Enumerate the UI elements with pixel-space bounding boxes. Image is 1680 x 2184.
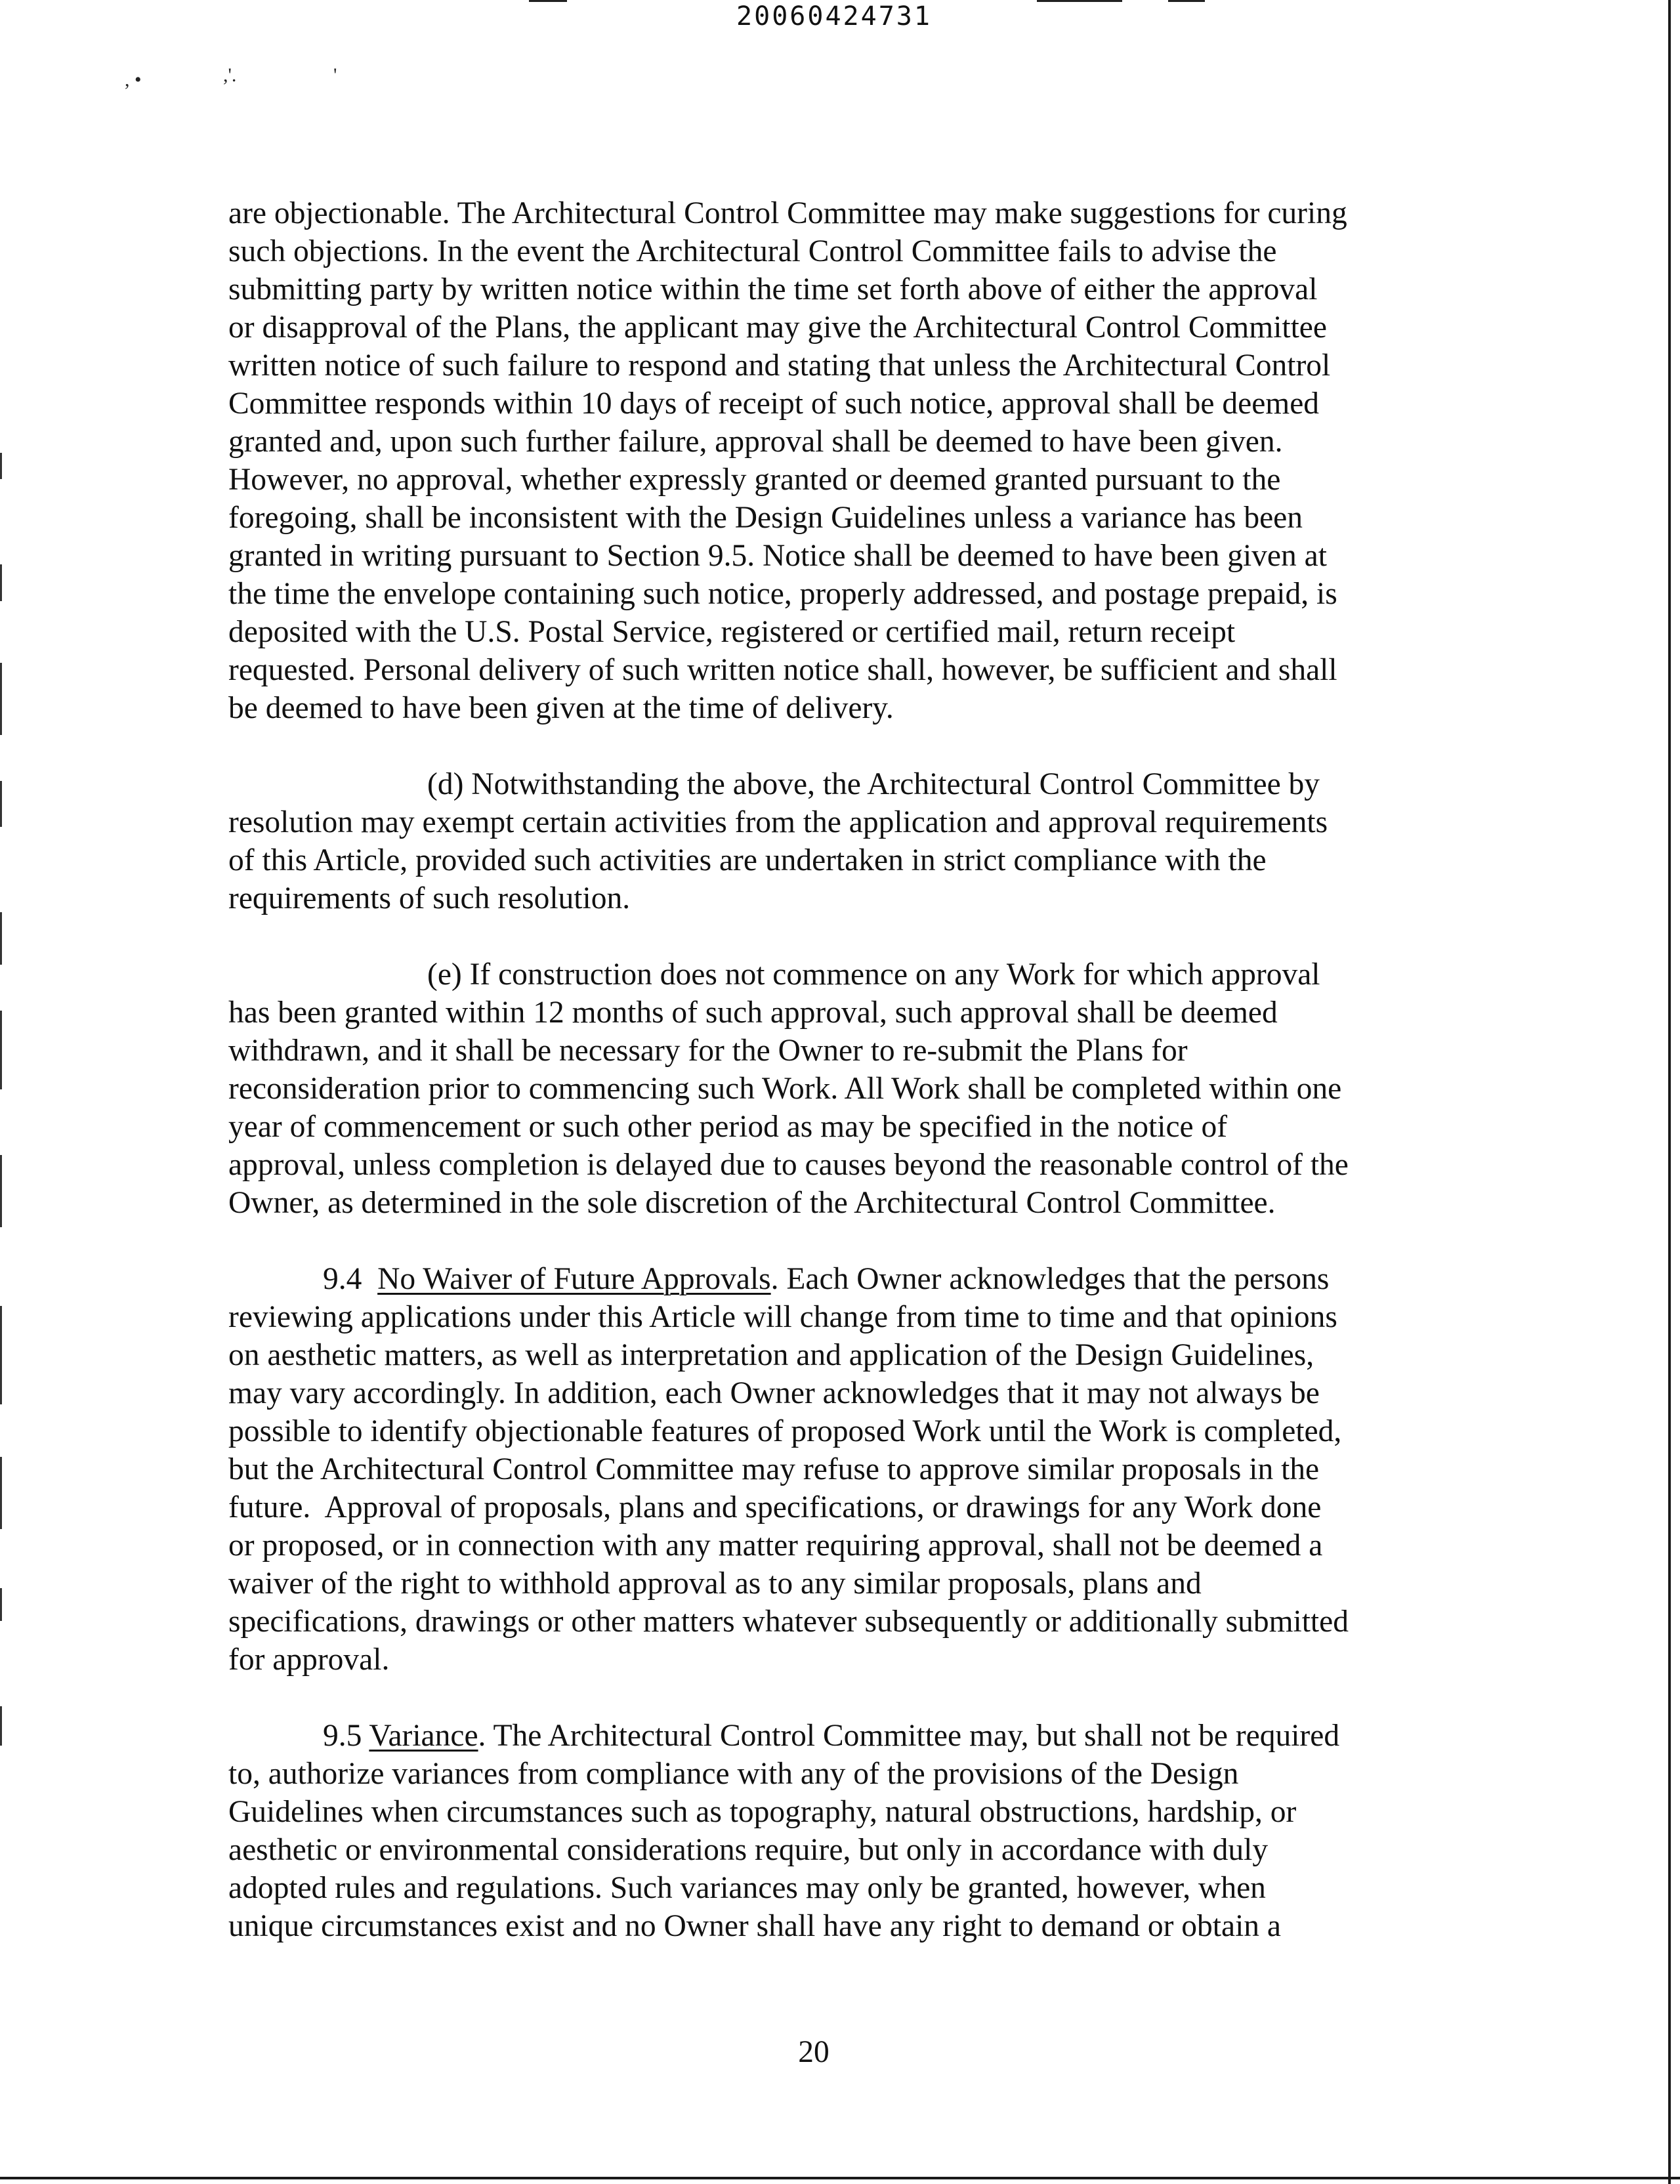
text-line: or proposed, or in connection with any matter requiring approval, shall not be deemed a <box>228 1528 1323 1563</box>
section-first-line-text: . The Architectural Control Committee may, but shall not be required <box>478 1719 1340 1753</box>
text-line: However, no approval, whether expressly granted or deemed granted pursuant to the <box>228 463 1281 497</box>
text-line: Guidelines when circumstances such as topography, natural obstructions, hardship, or <box>228 1795 1297 1829</box>
text-line: written notice of such failure to respond and stating that unless the Architectural Control <box>228 348 1331 383</box>
scan-frame-bottom <box>0 2177 1680 2179</box>
text-line: such objections. In the event the Architectural Control Committee fails to advise the <box>228 234 1277 268</box>
scan-edge-mark <box>0 1011 2 1089</box>
text-line: deposited with the U.S. Postal Service, registered or certified mail, return receipt <box>228 615 1236 649</box>
text-line: requested. Personal delivery of such written notice shall, however, be sufficient and shall <box>228 653 1337 687</box>
page-number: 20 <box>798 2035 830 2069</box>
scan-edge-mark <box>0 1706 2 1746</box>
text-line: reviewing applications under this Article will change from time to time and that opinions <box>228 1300 1337 1334</box>
text-line: submitting party by written notice within the time set forth above of either the approval <box>228 272 1318 306</box>
document-number: 20060424731 <box>736 1 932 32</box>
scan-edge-mark <box>0 781 2 827</box>
text-line: withdrawn, and it shall be necessary for the Owner to re-submit the Plans for <box>228 1034 1188 1068</box>
section-heading: Variance <box>369 1719 478 1753</box>
scan-speck: ' <box>333 64 337 86</box>
scan-edge-mark <box>0 1306 2 1404</box>
text-line: unique circumstances exist and no Owner shall have any right to demand or obtain a <box>228 1909 1281 1943</box>
text-line: granted in writing pursuant to Section 9.5. Notice shall be deemed to have been given at <box>228 539 1327 573</box>
text-line: but the Architectural Control Committee may refuse to approve similar proposals in the <box>228 1452 1320 1486</box>
text-line: on aesthetic matters, as well as interpretation and application of the Design Guidelines, <box>228 1338 1314 1372</box>
text-line: for approval. <box>228 1643 390 1677</box>
text-line: possible to identify objectionable features of proposed Work until the Work is completed, <box>228 1414 1342 1448</box>
text-line: approval, unless completion is delayed due to causes beyond the reasonable control of the <box>228 1148 1349 1182</box>
text-line: foregoing, shall be inconsistent with the Design Guidelines unless a variance has been <box>228 501 1303 535</box>
text-line: to, authorize variances from compliance with any of the provisions of the Design <box>228 1757 1239 1791</box>
paragraph-c-continued <box>228 194 1416 727</box>
section-number: 9.5 <box>323 1719 362 1753</box>
section-9-5 <box>228 1717 1416 1945</box>
scan-edge-mark <box>0 912 2 965</box>
scan-frame-right <box>1668 0 1671 2184</box>
scan-speck: , • <box>125 69 142 91</box>
text-line: are objectionable. The Architectural Control Committee may make suggestions for curing <box>228 196 1347 230</box>
scan-edge-mark <box>0 1588 2 1621</box>
text-line: Committee responds within 10 days of receipt of such notice, approval shall be deemed <box>228 387 1320 421</box>
section-heading: No Waiver of Future Approvals <box>377 1262 771 1296</box>
text-line: may vary accordingly. In addition, each Owner acknowledges that it may not always be <box>228 1376 1320 1410</box>
paragraph-d <box>228 765 1416 917</box>
section-first-line <box>228 1260 1416 1298</box>
scan-edge-mark <box>0 663 2 735</box>
text-line: resolution may exempt certain activities from the application and approval requirements <box>228 805 1328 839</box>
text-line: waiver of the right to withhold approval as to any similar proposals, plans and <box>228 1566 1202 1601</box>
text-line: aesthetic or environmental considerations require, but only in accordance with duly <box>228 1833 1269 1867</box>
text-line: requirements of such resolution. <box>228 881 631 915</box>
section-first-line <box>228 1717 1416 1755</box>
document-body <box>228 194 1416 1945</box>
text-line: adopted rules and regulations. Such variances may only be granted, however, when <box>228 1871 1266 1905</box>
text-line: or disapproval of the Plans, the applicant may give the Architectural Control Committee <box>228 310 1327 345</box>
scan-edge-mark <box>0 564 2 601</box>
text-line: (d) Notwithstanding the above, the Architectural Control Committee by <box>427 767 1320 801</box>
paragraph-e <box>228 956 1416 1222</box>
text-line: year of commencement or such other period as may be specified in the notice of <box>228 1110 1228 1144</box>
scan-edge-mark <box>0 453 2 479</box>
text-line: future. Approval of proposals, plans and specifications, or drawings for any Work done <box>228 1490 1322 1524</box>
text-line: Owner, as determined in the sole discretion of the Architectural Control Committee. <box>228 1186 1276 1220</box>
text-line: of this Article, provided such activities are undertaken in strict compliance with the <box>228 843 1267 877</box>
text-line: be deemed to have been given at the time of delivery. <box>228 691 894 725</box>
text-line: granted and, upon such further failure, approval shall be deemed to have been given. <box>228 425 1283 459</box>
text-line: has been granted within 12 months of such approval, such approval shall be deemed <box>228 996 1278 1030</box>
section-first-line-text: . Each Owner acknowledges that the persons <box>770 1262 1330 1296</box>
section-number: 9.4 <box>323 1262 362 1296</box>
text-line: (e) If construction does not commence on any Work for which approval <box>427 957 1320 992</box>
text-line: the time the envelope containing such notice, properly addressed, and postage prepaid, is <box>228 577 1337 611</box>
section-9-4 <box>228 1260 1416 1679</box>
scan-speck: ,'. <box>223 64 237 86</box>
scan-edge-mark <box>0 1457 2 1529</box>
text-line: reconsideration prior to commencing such Work. All Work shall be completed within one <box>228 1072 1342 1106</box>
text-line: specifications, drawings or other matters whatever subsequently or additionally submitted <box>228 1605 1349 1639</box>
scan-edge-mark <box>0 1155 2 1227</box>
